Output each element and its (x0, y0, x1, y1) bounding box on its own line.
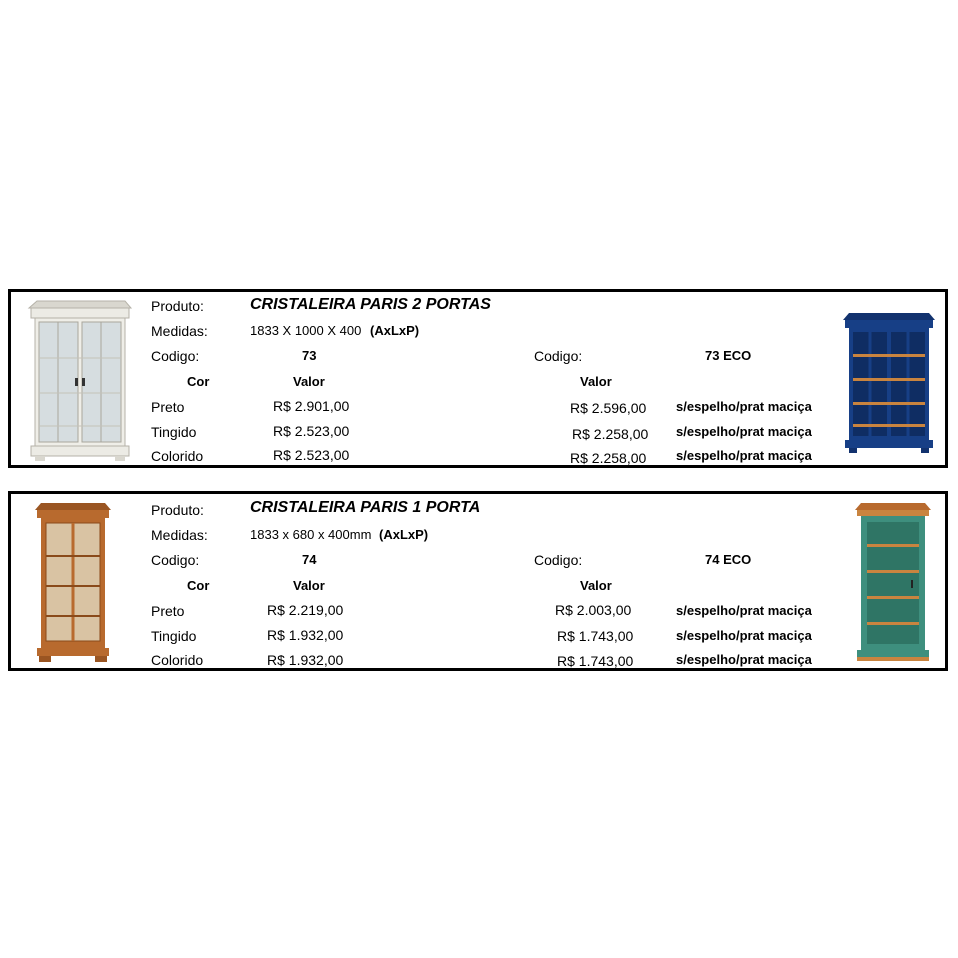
cabinet-green-image (853, 500, 933, 665)
product-card-paris-1-porta (8, 491, 948, 671)
price: R$ 1.932,00 (267, 627, 344, 643)
cor-header: Cor (187, 374, 210, 389)
price-eco: R$ 1.743,00 (557, 653, 634, 669)
valor-header: Valor (293, 578, 325, 593)
code-eco-value: 73 ECO (705, 348, 752, 363)
codigo-label: Codigo: (151, 348, 200, 364)
eco-note: s/espelho/prat maciça (676, 424, 812, 439)
eco-note: s/espelho/prat maciça (676, 603, 812, 618)
price: R$ 2.523,00 (273, 447, 350, 463)
valor-eco-header: Valor (580, 578, 612, 593)
price-eco: R$ 2.258,00 (570, 450, 647, 466)
price-eco: R$ 1.743,00 (557, 628, 634, 644)
medidas-label: Medidas: (151, 323, 208, 339)
measures-value: 1833 X 1000 X 400 (250, 323, 362, 338)
cabinet-blue-image (841, 310, 937, 455)
valor-header: Valor (293, 374, 325, 389)
medidas-label: Medidas: (151, 527, 208, 543)
price: R$ 1.932,00 (267, 652, 344, 668)
color-name: Preto (151, 399, 185, 415)
product-title: CRISTALEIRA PARIS 1 PORTA (250, 499, 481, 516)
color-name: Tingido (151, 424, 197, 440)
price: R$ 2.901,00 (273, 398, 350, 414)
valor-eco-header: Valor (580, 374, 612, 389)
eco-note: s/espelho/prat maciça (676, 448, 812, 463)
color-name: Colorido (151, 652, 204, 668)
code-value: 73 (302, 348, 317, 363)
cor-header: Cor (187, 578, 210, 593)
measures-value: 1833 x 680 x 400mm (250, 527, 372, 542)
price-eco: R$ 2.003,00 (555, 602, 632, 618)
price-eco: R$ 2.596,00 (570, 400, 647, 416)
produto-label: Produto: (151, 502, 204, 518)
cabinet-white-image (25, 298, 135, 463)
color-name: Tingido (151, 628, 197, 644)
eco-note: s/espelho/prat maciça (676, 652, 812, 667)
code-eco-value: 74 ECO (705, 552, 752, 567)
product-title: CRISTALEIRA PARIS 2 PORTAS (250, 296, 491, 313)
produto-label: Produto: (151, 298, 204, 314)
color-name: Preto (151, 603, 185, 619)
product-card-paris-2-portas (8, 289, 948, 468)
cabinet-wood-image (33, 500, 113, 665)
measures-unit: (AxLxP) (379, 527, 429, 542)
price: R$ 2.219,00 (267, 602, 344, 618)
code-value: 74 (302, 552, 317, 567)
price: R$ 2.523,00 (273, 423, 350, 439)
codigo-eco-label: Codigo: (534, 348, 583, 364)
price-eco: R$ 2.258,00 (572, 426, 649, 442)
codigo-label: Codigo: (151, 552, 200, 568)
eco-note: s/espelho/prat maciça (676, 399, 812, 414)
codigo-eco-label: Codigo: (534, 552, 583, 568)
eco-note: s/espelho/prat maciça (676, 628, 812, 643)
measures-unit: (AxLxP) (370, 323, 420, 338)
color-name: Colorido (151, 448, 204, 464)
